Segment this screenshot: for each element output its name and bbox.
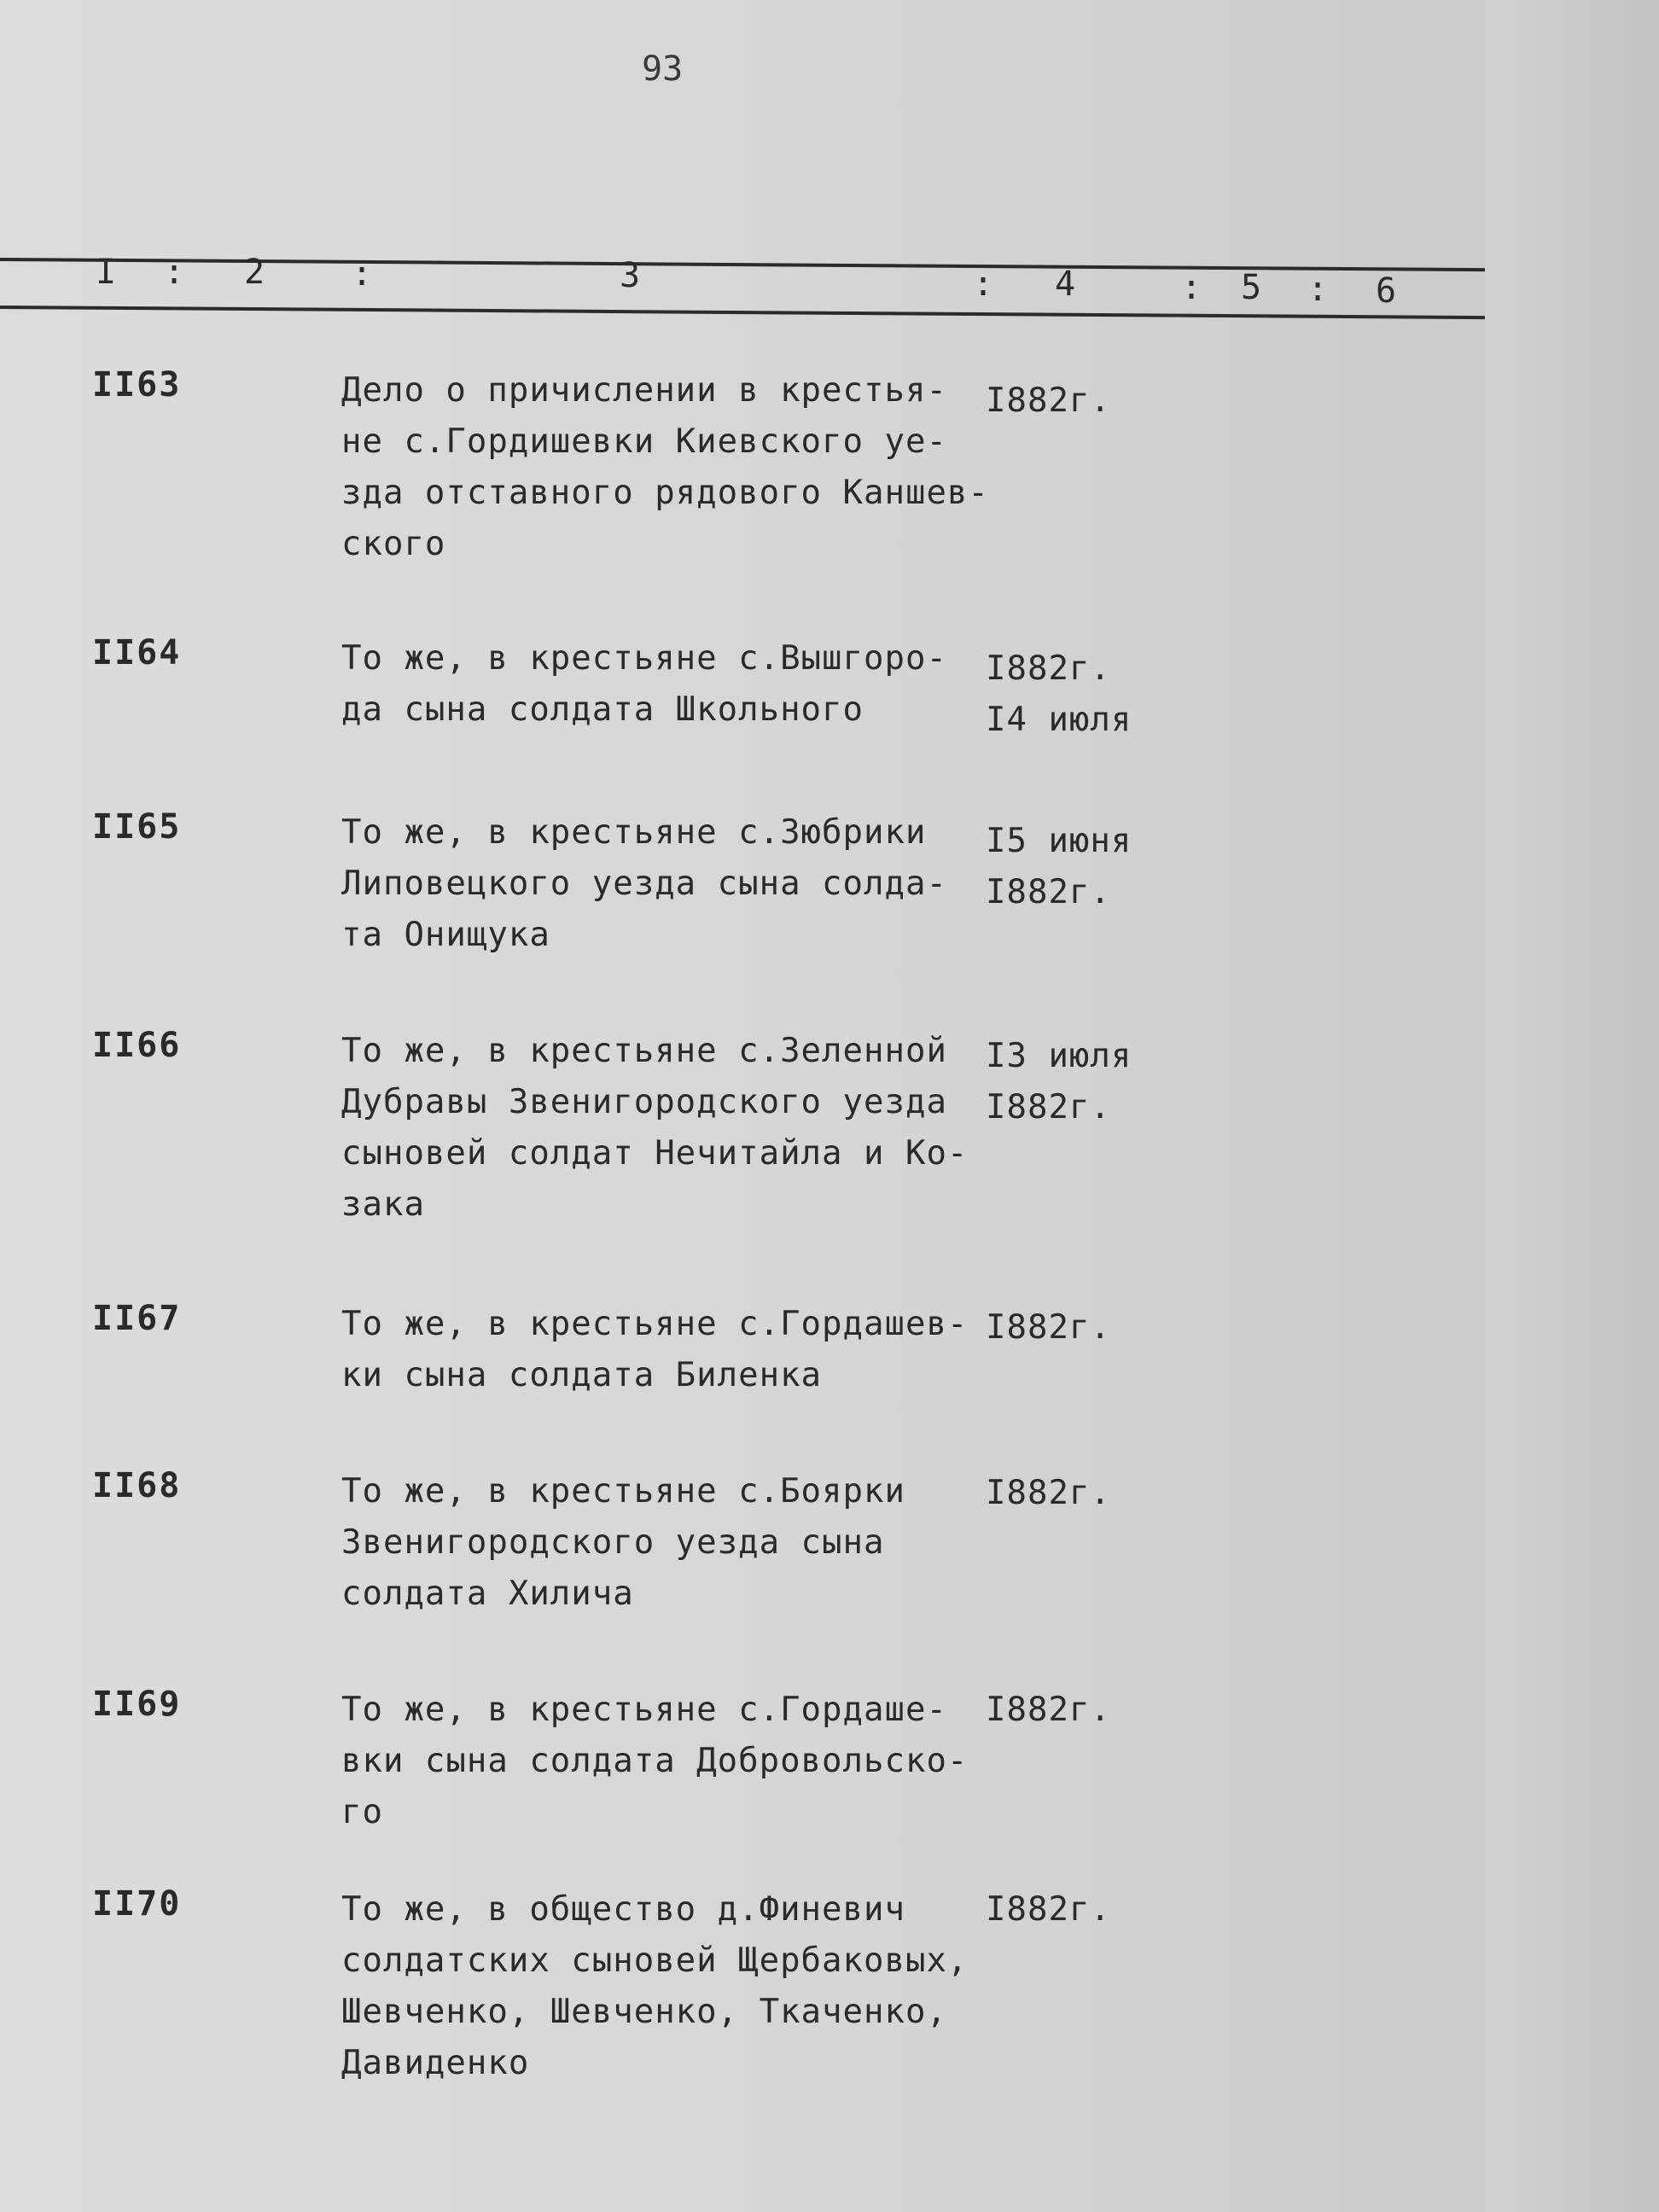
record-number: II69 [92, 1685, 182, 1724]
record-number: II70 [92, 1884, 182, 1924]
column-2-label: 2 [244, 253, 265, 292]
column-separator: : [973, 265, 994, 304]
record-title: Дело о причислении в крестья- не с.Гордишевки Киевского уе- зда отставного рядового Каншев- ского [341, 371, 989, 563]
column-separator: : [1307, 270, 1329, 309]
record-title: То же, в крестьяне с.Вышгоро- да сына солдата Школьного [341, 639, 947, 729]
record-date: I882г. [986, 381, 1111, 420]
record-title: То же, в крестьяне с.Гордашев- ки сына солдата Биленка [341, 1305, 969, 1394]
record-date: I882г. [986, 1308, 1111, 1347]
page-number: 93 [642, 49, 684, 89]
record-title: То же, в общество д.Финевич солдатских сыновей Щербаковых, Шевченко, Шевченко, Ткаченко, Давиденко [341, 1890, 969, 2082]
record-date: I882г. [986, 1691, 1111, 1729]
column-4-label: 4 [1055, 265, 1076, 304]
record-title: То же, в крестьяне с.Гордаше- вки сына солдата Добровольско- го [341, 1691, 969, 1831]
record-title: То же, в крестьяне с.Боярки Звенигородского уезда сына солдата Хилича [341, 1472, 905, 1613]
column-separator: : [164, 253, 185, 292]
record-number: II65 [92, 807, 182, 847]
record-date: I3 июля I882г. [986, 1037, 1132, 1126]
column-6-label: 6 [1376, 271, 1397, 311]
record-date: I5 июня I882г. [986, 822, 1132, 911]
column-1-label: I [96, 253, 117, 292]
column-separator: : [352, 254, 373, 294]
record-date: I882г. I4 июля [986, 649, 1132, 739]
column-5-label: 5 [1241, 268, 1262, 307]
record-title: То же, в крестьяне с.Зеленной Дубравы Звенигородского уезда сыновей солдат Нечитайла и Ко- зака [341, 1032, 969, 1224]
page-edge [1485, 0, 1659, 2212]
record-number: II66 [92, 1026, 182, 1065]
record-number: II63 [92, 365, 182, 405]
record-title: То же, в крестьяне с.Зюбрики Липовецкого уезда сына солда- та Онищука [341, 813, 947, 954]
record-date: I882г. [986, 1890, 1111, 1929]
record-number: II67 [92, 1299, 182, 1338]
column-separator: : [1181, 268, 1202, 307]
column-3-label: 3 [620, 256, 641, 295]
record-number: II64 [92, 633, 182, 672]
record-number: II68 [92, 1466, 182, 1505]
record-date: I882г. [986, 1474, 1111, 1512]
